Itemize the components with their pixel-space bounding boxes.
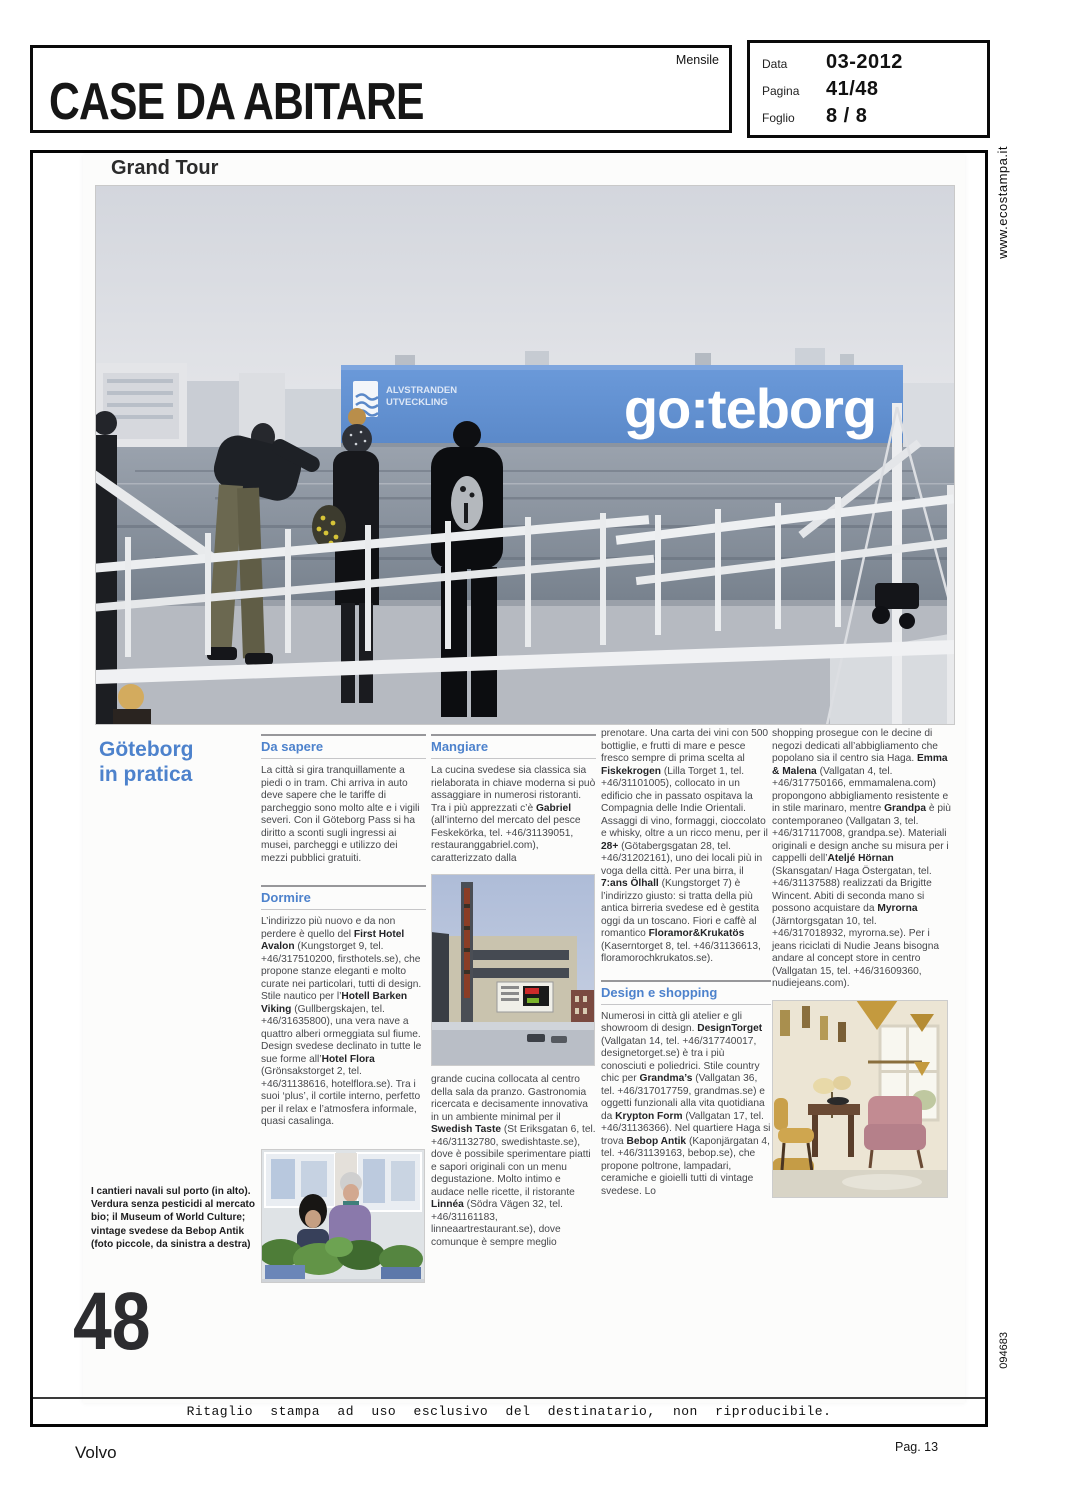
vintage-shop-photo: [772, 1000, 948, 1198]
disclaimer-text: Ritaglio stampa ad uso esclusivo del destinatario, non riproducibile.: [186, 1404, 832, 1419]
market-photo: [261, 1149, 425, 1283]
photo-caption: I cantieri navali sul porto (in alto). Verdura senza pesticidi al mercato bio; il Museum of World Culture; vintage svedese da Bebop Antik (foto piccole, da sinistra a destra): [91, 1186, 255, 1250]
pagina-value: 41/48: [826, 78, 879, 100]
meta-box: [747, 40, 990, 138]
article-title-line2: in pratica: [99, 763, 193, 786]
da-sapere-heading: Da sapere: [261, 736, 426, 759]
data-value: 03-2012: [826, 51, 903, 73]
ecostampa-url: www.ecostampa.it: [995, 146, 1010, 259]
dormire-text: L’indirizzo più nuovo e da non perdere è quello del First Hotel Avalon (Kungstorget 9, tel. +46/317510200, firsthotels.se), che propone stanze eleganti e molto curate nei particolari, tutti di design. Stile nautico per l’Hotell Barken Viking (Gullbergskajen, tel. +46/31635800), una vera nave a quattro alberi ormeggiata sul fiume. Design svedese declinato in tutte le sue forme all’Hotel Flora (Grönsakstorget 2, tel. +46/31138616, hotelflora.se). Tra i suoi ‘plus’, il cortile interno, perfetto per il relax e l’atmosfera informale, quasi casalinga.: [261, 916, 422, 1127]
section-mangiare: [431, 734, 596, 865]
section-dormire: [261, 885, 426, 1129]
goteborg-sign-text: go:teborg: [623, 377, 877, 440]
section-design-shopping: [601, 980, 771, 1199]
section-title: Grand Tour: [111, 157, 219, 179]
column-prenotare: [601, 728, 771, 1218]
magazine-title: CASE DA ABITARE: [49, 73, 424, 131]
shopping-text-continued: shopping prosegue con le decine di negozi dedicati all’abbigliamento che popolano sia il centro sia Haga. Emma & Malena (Vallgatan 4, tel. +46/317750166, emmamalena.com) propongono abbigliamento resistente e in stile marinaro, mentre Grandpa è più contemporaneo (Vallgatan 3, tel. +46/317117008, grandpa.se). Materiali originali e design anche su misura per i cappelli dell’Ateljé Hörnan (Skansgatan/ Haga Östergatan, tel. +46/31137588) realizzati da Brigitte Wincent. Abiti di seconda mano si possono acquistare da Myrorna (Järntorgsgatan 10, tel. +46/317018932, myrorna.se). Per i jeans riciclati di Nudie Jeans bisogna andare al concept store in centro (Vallgatan 15, tel. +46/31609360, nudiejeans.com).: [772, 728, 951, 989]
meta-row-data: [762, 51, 975, 78]
da-sapere-text: La città si gira tranquillamente a piedi o in tram. Chi arriva in auto deve sapere che le tariffe di parcheggio sono molto alte e i vigili severi. Con il Göteborg Pass si ha diritto a sconti sugli ingressi ai musei, parcheggi e utilizzo dei mezzi pubblici gratuiti.: [261, 765, 420, 864]
foglio-value: 8 / 8: [826, 105, 868, 127]
alvstranden-logo-line1: ALVSTRANDEN: [386, 385, 458, 396]
ristoranti-text-continued: prenotare. Una carta dei vini con 500 bottiglie, e frutti di mare e pesce fresco sempre di prima scelta al Fiskekrogen (Lilla Torget 1, tel. +46/31101005), collocato in un edificio che in passato ospitava la Compagnia delle Indie Orientali. Assaggi di vino, formaggi, cioccolato e whisky, oltre a un ricco menu, per il 28+ (Götabergsgatan 28, tel. +46/31202161), uno dei locali più in voga della città. Per una birra, il 7:ans Ölhall (Kungstorget 7) è l’indirizzo giusto: si tratta della più antica birreria svedese ed è gestita oggi da un toscano. Fiori e caffè al romantico Floramor&Krukatös (Kaserntorget 8, tel. +46/31136613, floramorochkrukatos.se).: [601, 728, 769, 964]
magazine-page-number: 48: [73, 1276, 151, 1367]
frequency-label: Mensile: [675, 53, 719, 67]
clipping-frame: [30, 150, 988, 1427]
mangiare-text-continued: grande cucina collocata al centro della sala da pranzo. Gastronomia ricercata e decisamente innovativa in un ambiente minimal per il Swedish Taste (St Eriksgatan 6, tel. +46/31132780, swedishtaste.se), dove è possibile sperimentare piatti e sapori originali con un menu degustazione. Molto intimo e audace nelle ricette, il ristorante Linnéa (Södra Vägen 32, tel. +46/31161183, linneaartrestaurant.se), dove comunque è sempre meglio: [431, 1074, 596, 1248]
data-label: Data: [762, 57, 788, 71]
pagina-label: Pagina: [762, 84, 800, 98]
article-title-line1: Göteborg: [99, 738, 194, 761]
museum-photo: [431, 874, 595, 1066]
disclaimer-strip: [33, 1397, 985, 1424]
column-shopping: [772, 728, 953, 1206]
mangiare-text: La cucina svedese sia classica sia rielaborata in chiave moderna si può assaggiare in numerosi ristoranti. Tra i più apprezzati c’è Gabriel (all’interno del mercato del pesce Feskekörka, tel. +46/31139051, restauranggabriel.com), caratterizzato dalla: [431, 765, 596, 864]
design-shopping-text: Numerosi in città gli atelier e gli showroom di design. DesignTorget (Vallgatan 14, tel. +46/317740017, designetorget.se) è tra i più conosciuti e poliedrici. Stile country chic per Grandma’s (Vallgatan 36, tel. +46/317017759, grandmas.se) e oggetti funzionali alla vita quotidiana da Krypton Form (Vallgatan 17, tel. +46/31136366). Nel quartiere Haga si trova Bebop Antik (Kaponjärgatan 4, tel. +46/31139163, bebop.se), che propone poltrone, lampadari, ceramiche e gioielli tutti di vintage svedese. Lo: [601, 1010, 771, 1197]
meta-row-pagina: [762, 78, 975, 105]
dormire-heading: Dormire: [261, 887, 426, 910]
design-shopping-heading: Design e shopping: [601, 982, 771, 1005]
harbor-photo: [95, 185, 955, 725]
advertiser-name: Volvo: [75, 1443, 117, 1462]
column-da-sapere: [261, 734, 426, 1291]
column-mangiare: [431, 734, 596, 1249]
mangiare-heading: Mangiare: [431, 736, 596, 759]
clipping-code: 094683: [998, 1332, 1010, 1369]
foglio-label: Foglio: [762, 111, 795, 125]
article-title: [99, 737, 269, 787]
masthead-box: [30, 45, 732, 133]
meta-row-foglio: [762, 105, 975, 132]
page-reference: Pag. 13: [895, 1440, 939, 1454]
alvstranden-logo-line2: UTVECKLING: [386, 397, 448, 408]
section-da-sapere: [261, 734, 426, 865]
